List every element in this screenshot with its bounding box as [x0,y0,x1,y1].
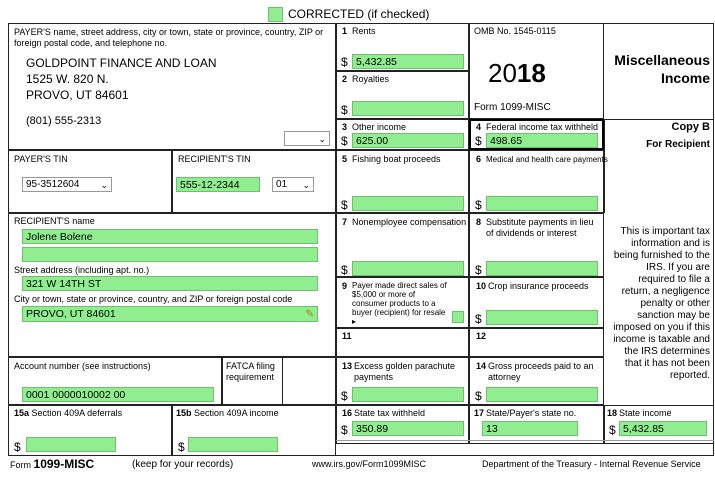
dollar-sign: $ [475,263,482,277]
box-2-num: 2 [342,74,348,84]
crop-insurance-input[interactable] [486,310,598,325]
box-18-label: State income [619,408,672,418]
title-line2: Income [660,70,710,86]
chevron-down-icon: ⌄ [302,180,310,190]
chevron-down-icon: ⌄ [100,180,108,190]
box-4-label: Federal income tax withheld [486,122,599,132]
box-11 [336,328,469,357]
dollar-sign: $ [341,263,348,277]
fatca-divider [282,357,283,405]
box-10-num: 10 [476,281,487,291]
direct-sales-checkbox[interactable] [452,311,464,323]
box-11-num: 11 [342,331,352,341]
fishing-boat-input[interactable] [352,196,464,211]
city-input[interactable] [22,306,318,322]
box-5-num: 5 [342,154,348,164]
dollar-sign: $ [178,440,185,454]
box-14-num: 14 [476,361,487,371]
dollar-sign: $ [475,134,482,148]
box-5-label: Fishing boat proceeds [352,154,441,164]
corrected-checkbox[interactable] [268,7,283,22]
dollar-sign: $ [14,440,21,454]
street-input[interactable]: 321 W 14TH ST [22,276,318,291]
payer-dropdown[interactable] [284,131,330,146]
recipient-tin-input[interactable]: 555-12-2344 [176,177,260,192]
substitute-payments-input[interactable] [486,261,598,276]
footer-keep: (keep for your records) [132,459,234,470]
box-1-num: 1 [342,26,348,36]
omb-number: OMB No. 1545-0115 [474,26,556,36]
attorney-proceeds-input[interactable] [486,387,598,402]
fatca-label: FATCA filing requirement [226,361,275,382]
box-13-num: 13 [342,361,353,371]
federal-withheld-input[interactable]: 498.65 [486,133,598,148]
box-15a-text: Section 409A deferrals [31,408,123,418]
tax-year [488,58,546,88]
box-8-num: 8 [476,217,482,227]
corrected-label: CORRECTED (if checked) [288,7,430,21]
notice-text: This is important tax information and is being furnished to the IRS. If you are required to file a return, a negligence penalty or other sanction may be imposed on you if this income is taxable and the IRS determines that it has not been reported. [613,226,710,381]
box-15a-label [14,408,122,419]
for-recipient-label: For Recipient [646,139,710,150]
dollar-sign: $ [341,198,348,212]
account-input[interactable]: 0001 0000010002 00 [22,387,214,402]
box-15b-label [176,408,279,419]
recipient-tin-label: RECIPIENT'S TIN [178,154,251,164]
box-12 [469,328,604,357]
section-409a-income-input[interactable] [188,437,278,452]
section-409a-deferrals-input[interactable] [26,437,116,452]
footer-dept: Department of the Treasury - Internal Revenue Service [482,459,701,469]
box-2-label: Royalties [352,74,390,84]
box-8-label: Substitute payments in lieu of dividends or interest [486,217,594,238]
dollar-sign: $ [341,423,348,437]
tax-year-prefix: 20 [488,58,517,88]
nonemployee-comp-input[interactable] [352,261,464,276]
box-18-num: 18 [607,408,618,418]
tax-year-suffix: 18 [516,58,546,88]
city-label: City or town, state or province, country, and ZIP or foreign postal code [14,294,293,304]
box-17-divider [469,440,604,441]
state-tax-withheld-input[interactable]: 350.89 [352,421,464,436]
footer-form-prefix: Form [10,460,31,470]
box-16-divider [336,440,469,441]
box-1-label: Rents [352,26,376,36]
dollar-sign: $ [475,198,482,212]
recipient-name-label: RECIPIENT'S name [14,216,95,226]
recipient-name-input[interactable]: Jolene Bolene [22,229,318,244]
dollar-sign: $ [609,423,616,437]
dollar-sign: $ [341,55,348,69]
recipient-tin-suffix-select[interactable] [272,177,314,192]
box-3-num: 3 [342,122,348,132]
form-name: Form 1099-MISC [474,102,551,113]
footer-url: www.irs.gov/Form1099MISC [312,459,427,469]
box-15b-num: 15b [176,408,192,418]
payer-section-label: PAYER'S name, street address, city or town, state or province, country, ZIP or foreign postal code, and telephone no. [14,27,324,48]
dollar-sign: $ [341,103,348,117]
box-9-num: 9 [342,281,348,291]
street-label: Street address (including apt. no.) [14,265,150,275]
box-12-num: 12 [476,331,487,341]
golden-parachute-input[interactable] [352,387,464,402]
payer-tin-select[interactable] [22,177,112,192]
footer-form-name: 1099-MISC [33,457,95,471]
box-16-num: 16 [342,408,353,418]
recipient-name2-input[interactable] [22,247,318,262]
payer-tin-label: PAYER'S TIN [14,154,68,164]
royalties-input[interactable] [352,101,464,116]
dollar-sign: $ [475,389,482,403]
payer-phone: (801) 555-2313 [26,115,102,127]
recipient-tin-suffix-value: 01 [276,179,288,190]
rents-input[interactable]: 5,432.85 [352,54,464,69]
footer-form [10,458,94,472]
box-9-label: Payer made direct sales of $5,000 or more of consumer products to a buyer (recipient) for resale ▸ [352,281,447,326]
box-3-label: Other income [352,122,407,132]
box-7-num: 7 [342,217,348,227]
box-6-num: 6 [476,154,482,164]
box-15b-text: Section 409A income [194,408,279,418]
box-14-label: Gross proceeds paid to an attorney [488,361,594,382]
pencil-icon: ✎ [305,308,314,320]
other-income-input[interactable]: 625.00 [352,133,464,148]
copy-b-label: Copy B [671,121,710,133]
box-4-num: 4 [476,122,482,132]
payer-name: GOLDPOINT FINANCE AND LOAN [26,56,217,70]
box-18-divider [604,440,714,441]
dollar-sign: $ [475,312,482,326]
dollar-sign: $ [341,134,348,148]
payer-tin-value: 95-3512604 [26,179,80,190]
dollar-sign: $ [341,389,348,403]
state-income-input[interactable]: 5,432.85 [619,421,707,436]
box-10-label: Crop insurance proceeds [488,281,589,291]
box-7-label: Nonemployee compensation [352,217,467,227]
city-value: PROVO, UT 84601 [26,308,116,320]
payer-city: PROVO, UT 84601 [26,88,129,102]
box-17-num: 17 [474,408,485,418]
chevron-down-icon: ⌄ [318,134,326,144]
box-6-label: Medical and health care payments [486,155,608,164]
account-label: Account number (see instructions) [14,361,151,371]
payer-address: 1525 W. 820 N. [26,72,109,86]
box-16-label: State tax withheld [354,408,426,418]
box-13-label: Excess golden parachute payments [354,361,456,382]
title-line1: Miscellaneous [614,52,710,68]
medical-payments-input[interactable] [486,196,598,211]
box-15a-num: 15a [14,408,30,418]
box-17-label: State/Payer's state no. [486,408,577,418]
state-payer-no-input[interactable]: 13 [482,421,578,436]
